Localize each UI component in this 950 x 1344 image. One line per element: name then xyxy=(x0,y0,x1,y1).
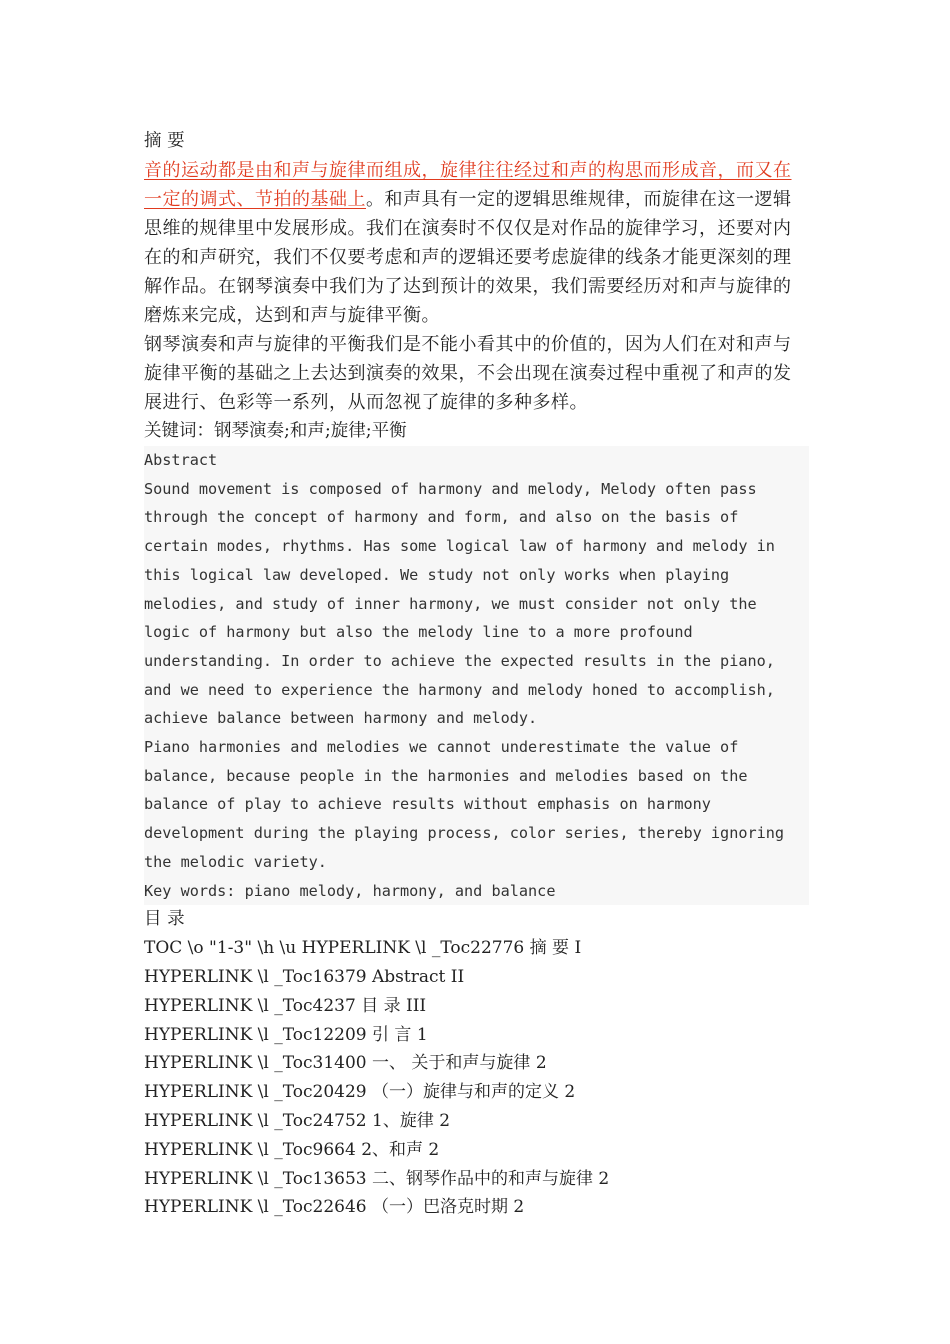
toc-line: HYPERLINK \l _Toc31400 一、 关于和声与旋律 2 xyxy=(144,1053,547,1074)
summary-paragraph-1 xyxy=(144,156,809,330)
toc-line: HYPERLINK \l _Toc16379 Abstract II xyxy=(144,967,465,988)
summary-body-text: 。和声具有一定的逻辑思维规律，而旋律在这一逻辑思维的规律里中发展形成。我们在演奏时不仅仅是对作品的旋律学习，还要对内在的和声研究，我们不仅要考虑和声的逻辑还要考虑旋律的线条才能更深刻的理解作品。在钢琴演奏中我们为了达到预计的效果，我们需要经历对和声与旋律的磨炼来完成，达到和声与旋律平衡。 xyxy=(144,189,792,326)
summary-highlight-text: 音的运动都是由和声与旋律而组成，旋律往往经过和声的构思而形成音，而又在一定的调式、节拍的基础上 xyxy=(144,160,792,210)
toc-line: HYPERLINK \l _Toc12209 引 言 1 xyxy=(144,1024,428,1045)
toc-line: TOC \o "1-3" \h \u HYPERLINK \l _Toc22776 摘 要 I xyxy=(144,938,582,959)
summary-heading: 摘 要 xyxy=(144,131,185,151)
toc-line: HYPERLINK \l _Toc13653 二、钢琴作品中的和声与旋律 2 xyxy=(144,1168,610,1189)
abstract-paragraph-1: Sound movement is composed of harmony and melody, Melody often pass through the concept of harmony and form, and also on the basis of certain modes, rhythms. Has some logical law of harmony and melody in this logical law developed. We study not only works when playing melodies, and study of inner harmony, we must consider not only the logic of harmony but also the melody line to a more profound understanding. In order to achieve the expected results in the piano, and we need to experience the harmony and melody honed to accomplish, achieve balance between harmony and melody. xyxy=(144,475,809,733)
toc-line: HYPERLINK \l _Toc24752 1、旋律 2 xyxy=(144,1111,451,1132)
document-page xyxy=(144,127,809,1222)
toc-line: HYPERLINK \l _Toc22646 （一）巴洛克时期 2 xyxy=(144,1197,525,1218)
keywords-cn: 关键词：钢琴演奏;和声;旋律;平衡 xyxy=(144,421,407,441)
toc-line: HYPERLINK \l _Toc4237 目 录 III xyxy=(144,995,427,1016)
abstract-paragraph-2: Piano harmonies and melodies we cannot underestimate the value of balance, because people in the harmonies and melodies based on the balance of play to achieve results without emphasis on harmony development during the playing process, color series, thereby ignoring the melodic variety. xyxy=(144,733,809,877)
keywords-en: Key words: piano melody, harmony, and balance xyxy=(144,877,809,906)
summary-paragraph-2: 钢琴演奏和声与旋律的平衡我们是不能小看其中的价值的，因为人们在对和声与旋律平衡的基础之上去达到演奏的效果，不会出现在演奏过程中重视了和声的发展进行、色彩等一系列，从而忽视了旋律的多种多样。 xyxy=(144,334,792,413)
toc-line: HYPERLINK \l _Toc20429 （一）旋律与和声的定义 2 xyxy=(144,1082,576,1103)
abstract-heading: Abstract xyxy=(144,446,809,475)
toc-line: HYPERLINK \l _Toc9664 2、和声 2 xyxy=(144,1139,440,1160)
toc-heading: 目 录 xyxy=(144,909,185,930)
